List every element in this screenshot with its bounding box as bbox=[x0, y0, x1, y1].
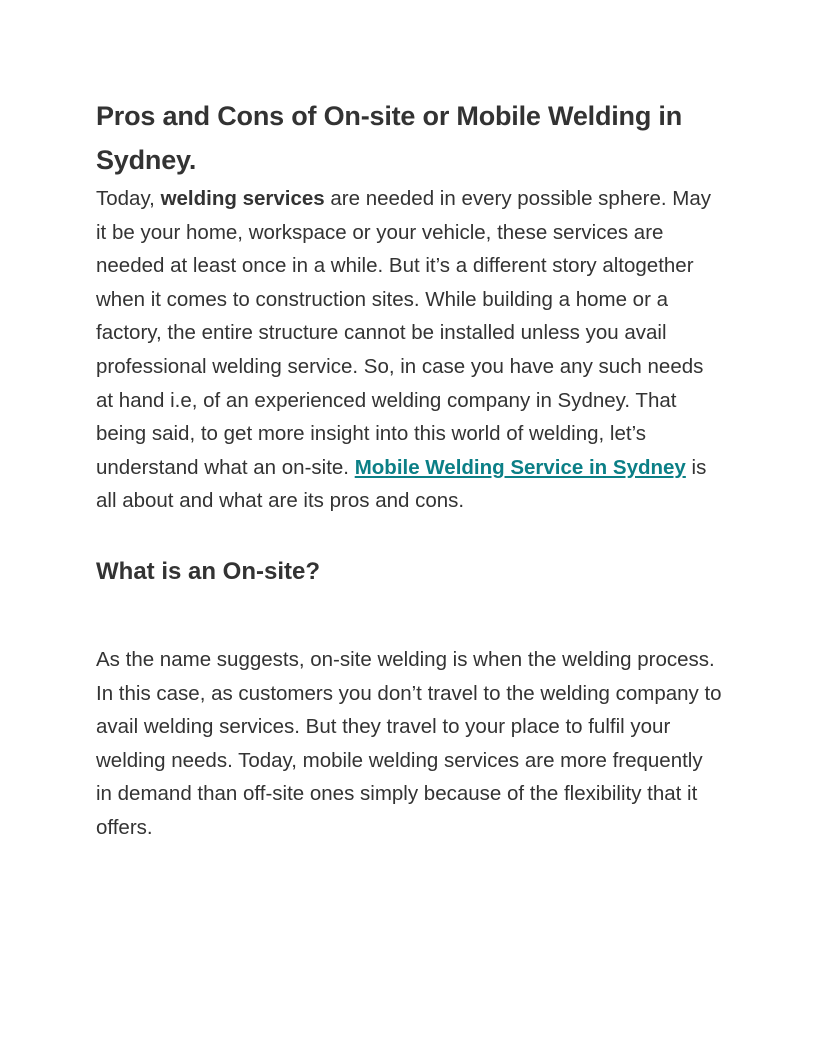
section-heading: What is an On-site? bbox=[96, 557, 321, 585]
intro-paragraph bbox=[96, 182, 724, 518]
intro-text-middle: are needed in every possible sphere. May it be your home, workspace or your vehicle, these services are needed at least once in a while. But it’s a different story altogether when it comes to construction sites. While building a home or a factory, the entire structure cannot be installed unless you avail professional welding service. So, in case you have any such needs at hand i.e, of an experienced welding company in Sydney. That being said, to get more insight into this world of welding, let’s understand what an on-site. bbox=[96, 187, 711, 479]
intro-bold-text: welding services bbox=[160, 187, 325, 210]
document-page bbox=[96, 94, 724, 845]
mobile-welding-link[interactable]: Mobile Welding Service in Sydney bbox=[354, 455, 686, 479]
intro-text-end: is all about and what are its pros and cons. bbox=[96, 455, 707, 513]
page-title: Pros and Cons of On-site or Mobile Welding in Sydney. bbox=[96, 101, 683, 175]
intro-text-start: Today, bbox=[96, 187, 161, 210]
section-paragraph: As the name suggests, on-site welding is when the welding process. In this case, as customers you don’t travel to the welding company to avail welding services. But they travel to your place to fulfil your welding needs. Today, mobile welding services are more frequently in demand than off-site ones simply because of the flexibility that it offers. bbox=[96, 647, 722, 839]
